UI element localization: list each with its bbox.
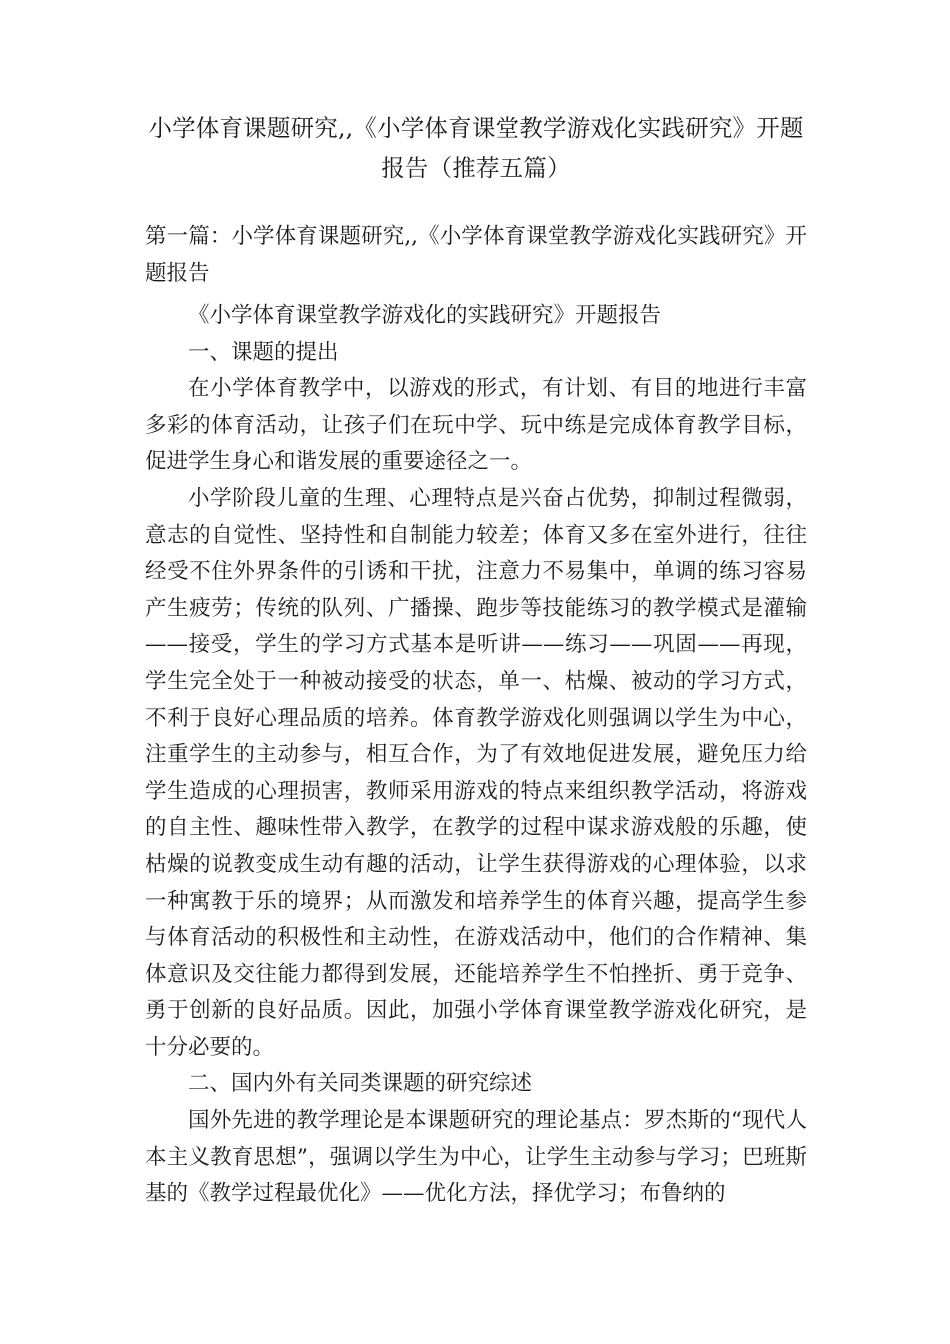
section-heading-2: 二、国内外有关同类课题的研究综述	[188, 1071, 533, 1097]
section-heading-1: 一、课题的提出	[188, 339, 339, 365]
report-title: 《小学体育课堂教学游戏化的实践研究》开题报告	[188, 303, 662, 328]
document-title: 小学体育课题研究,,《小学体育课堂教学游戏化实践研究》开题报告（推荐五篇）	[148, 114, 804, 182]
spacer	[145, 188, 807, 218]
paragraph-1: 在小学体育教学中，以游戏的形式，有计划、有目的地进行丰富多彩的体育活动，让孩子们在玩中学、玩中练是完成体育教学目标，促进学生身心和谐发展的重要途径之一。	[145, 376, 807, 475]
paragraph-2: 小学阶段儿童的生理、心理特点是兴奋占优势，抑制过程微弱，意志的自觉性、坚持性和自制能力较差；体育又多在室外进行，往往经受不住外界条件的引诱和干扰，注意力不易集中，单调的练习容易产生疲劳；传统的队列、广播操、跑步等技能练习的教学模式是灌输——接受，学生的学习方式基本是听讲——练习——巩固——再现，学生完全处于一种被动接受的状态，单一、枯燥、被动的学习方式，不利于良好心理品质的培养。体育教学游戏化则强调以学生为中心，注重学生的主动参与，相互合作，为了有效地促进发展，避免压力给学生造成的心理损害，教师采用游戏的特点来组织教学活动，将游戏的自主性、趣味性带入教学，在教学的过程中谋求游戏般的乐趣，使枯燥的说教变成生动有趣的活动，让学生获得游戏的心理体验，以求一种寓教于乐的境界；从而激发和培养学生的体育兴趣，提高学生参与体育活动的积极性和主动性，在游戏活动中，他们的合作精神、集体意识及交往能力都得到发展，还能培养学生不怕挫折、勇于竞争、勇于创新的良好品质。因此，加强小学体育课堂教学游戏化研究，是十分必要的。	[145, 485, 807, 1060]
chapter-heading: 第一篇：小学体育课题研究,,《小学体育课堂教学游戏化实践研究》开题报告	[145, 224, 807, 286]
paragraph-3: 国外先进的教学理论是本课题研究的理论基点：罗杰斯的“现代人本主义教育思想”，强调以学生为中心，让学生主动参与学习；巴班斯基的《教学过程最优化》——优化方法，择优学习；布鲁纳的	[145, 1108, 807, 1207]
document-page	[145, 108, 807, 1213]
